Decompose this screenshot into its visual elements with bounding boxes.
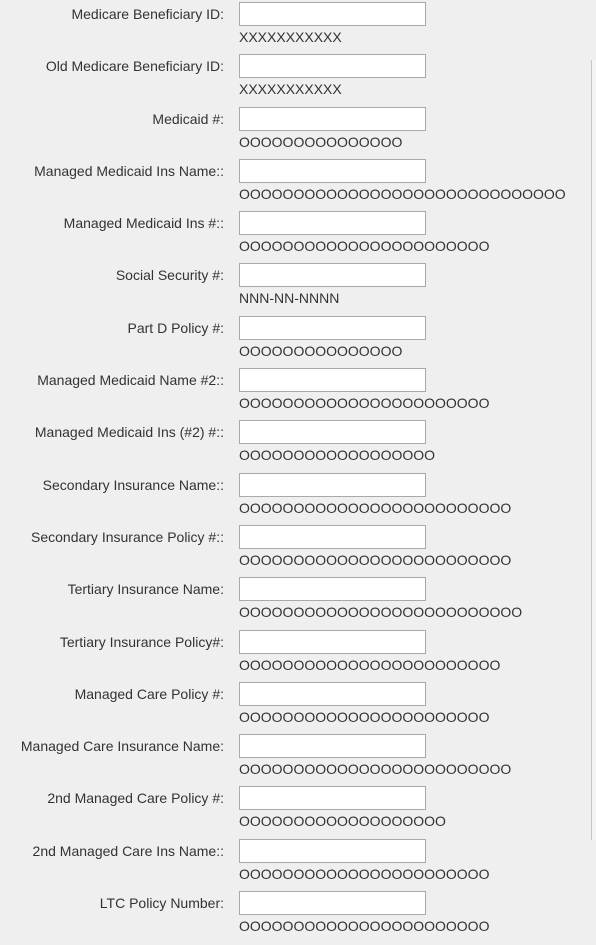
second-managed-care-policy-number-input[interactable] xyxy=(239,786,426,810)
field-label: Managed Medicaid Ins #:: xyxy=(63,215,224,232)
field-label: Social Security #: xyxy=(115,267,224,284)
managed-medicaid-name-2-input[interactable] xyxy=(239,368,426,392)
field-format-hint: XXXXXXXXXXX xyxy=(239,81,342,98)
managed-medicaid-ins-number-input[interactable] xyxy=(239,211,426,235)
field-format-hint: OOOOOOOOOOOOOOOOOO xyxy=(239,447,436,464)
field-label: 2nd Managed Care Policy #: xyxy=(47,790,224,807)
field-format-hint: OOOOOOOOOOOOOOOOOOOOOOO xyxy=(239,918,490,935)
field-format-hint: OOOOOOOOOOOOOOOOOOOOOOO xyxy=(239,865,490,882)
part-d-policy-number-input[interactable] xyxy=(239,316,426,340)
field-row-ltc-policy-number xyxy=(0,891,592,943)
field-label: 2nd Managed Care Ins Name:: xyxy=(32,842,224,859)
scrollbar-track[interactable] xyxy=(591,60,596,840)
field-label: Tertiary Insurance Name: xyxy=(67,581,224,598)
medicare-beneficiary-id-input[interactable] xyxy=(239,2,426,26)
managed-care-policy-number-input[interactable] xyxy=(239,682,426,706)
field-row-managed-medicaid-ins-2-number xyxy=(0,420,592,472)
field-row-2nd-managed-care-policy-number xyxy=(0,786,592,838)
field-label: Secondary Insurance Name:: xyxy=(42,476,224,493)
old-medicare-beneficiary-id-input[interactable] xyxy=(239,54,426,78)
field-row-secondary-insurance-name xyxy=(0,473,592,525)
field-format-hint: XXXXXXXXXXX xyxy=(239,29,342,45)
field-format-hint: OOOOOOOOOOOOOOOOOOOOOOOOO xyxy=(239,551,512,568)
field-label: Old Medicare Beneficiary ID: xyxy=(45,58,224,75)
field-row-managed-medicaid-name-2 xyxy=(0,368,592,420)
field-label: LTC Policy Number: xyxy=(99,895,224,912)
field-format-hint: OOOOOOOOOOOOOOO xyxy=(239,133,403,150)
field-format-hint: OOOOOOOOOOOOOOOOOOOOOOO xyxy=(239,395,490,412)
field-row-part-d-policy-number xyxy=(0,316,592,368)
field-label: Managed Medicaid Ins Name:: xyxy=(34,162,224,179)
field-format-hint: OOOOOOOOOOOOOOOOOOOOOOO xyxy=(239,708,490,725)
field-label: Managed Care Policy #: xyxy=(74,685,224,702)
field-row-medicaid-number xyxy=(0,107,592,159)
field-label: Secondary Insurance Policy #:: xyxy=(31,528,224,545)
field-row-tertiary-insurance-name xyxy=(0,577,592,629)
field-format-hint: OOOOOOOOOOOOOOOOOOOOOOOO xyxy=(239,656,501,673)
field-format-hint: OOOOOOOOOOOOOOOOOOOOOOOOO xyxy=(239,499,512,516)
field-row-2nd-managed-care-ins-name xyxy=(0,839,592,891)
field-format-hint: NNN-NN-NNNN xyxy=(239,290,340,307)
field-label: Medicare Beneficiary ID: xyxy=(71,6,224,22)
secondary-insurance-policy-number-input[interactable] xyxy=(239,525,426,549)
field-format-hint: OOOOOOOOOOOOOOOOOOOOOOOOOO xyxy=(239,604,523,621)
field-format-hint: OOOOOOOOOOOOOOOOOOOOOOOOO xyxy=(239,761,512,778)
field-row-managed-care-policy-number xyxy=(0,682,592,734)
field-label: Medicaid #: xyxy=(152,110,224,127)
field-row-managed-medicaid-ins-name xyxy=(0,159,592,211)
field-label: Managed Medicaid Name #2:: xyxy=(37,372,224,389)
ltc-policy-number-input[interactable] xyxy=(239,891,426,915)
field-format-hint: OOOOOOOOOOOOOOOOOOO xyxy=(239,813,446,830)
field-row-secondary-insurance-policy-number xyxy=(0,525,592,577)
field-row-managed-medicaid-ins-number xyxy=(0,211,592,263)
field-row-social-security-number xyxy=(0,263,592,315)
managed-medicaid-ins-2-number-input[interactable] xyxy=(239,420,426,444)
field-row-tertiary-insurance-policy-number xyxy=(0,630,592,682)
field-format-hint: OOOOOOOOOOOOOOOOOOOOOOOOOOOOOO xyxy=(239,185,566,202)
secondary-insurance-name-input[interactable] xyxy=(239,473,426,497)
tertiary-insurance-policy-number-input[interactable] xyxy=(239,630,426,654)
second-managed-care-ins-name-input[interactable] xyxy=(239,839,426,863)
tertiary-insurance-name-input[interactable] xyxy=(239,577,426,601)
insurance-id-form xyxy=(0,2,592,943)
field-label: Part D Policy #: xyxy=(127,319,224,336)
field-row-old-medicare-beneficiary-id xyxy=(0,54,592,106)
field-format-hint: OOOOOOOOOOOOOOOOOOOOOOO xyxy=(239,238,490,255)
field-label: Tertiary Insurance Policy#: xyxy=(59,633,224,650)
medicaid-number-input[interactable] xyxy=(239,107,426,131)
field-row-medicare-beneficiary-id xyxy=(0,2,592,54)
managed-medicaid-ins-name-input[interactable] xyxy=(239,159,426,183)
social-security-number-input[interactable] xyxy=(239,263,426,287)
field-label: Managed Care Insurance Name: xyxy=(20,738,224,755)
field-format-hint: OOOOOOOOOOOOOOO xyxy=(239,342,403,359)
field-label: Managed Medicaid Ins (#2) #:: xyxy=(34,424,224,441)
field-row-managed-care-insurance-name xyxy=(0,734,592,786)
managed-care-insurance-name-input[interactable] xyxy=(239,734,426,758)
